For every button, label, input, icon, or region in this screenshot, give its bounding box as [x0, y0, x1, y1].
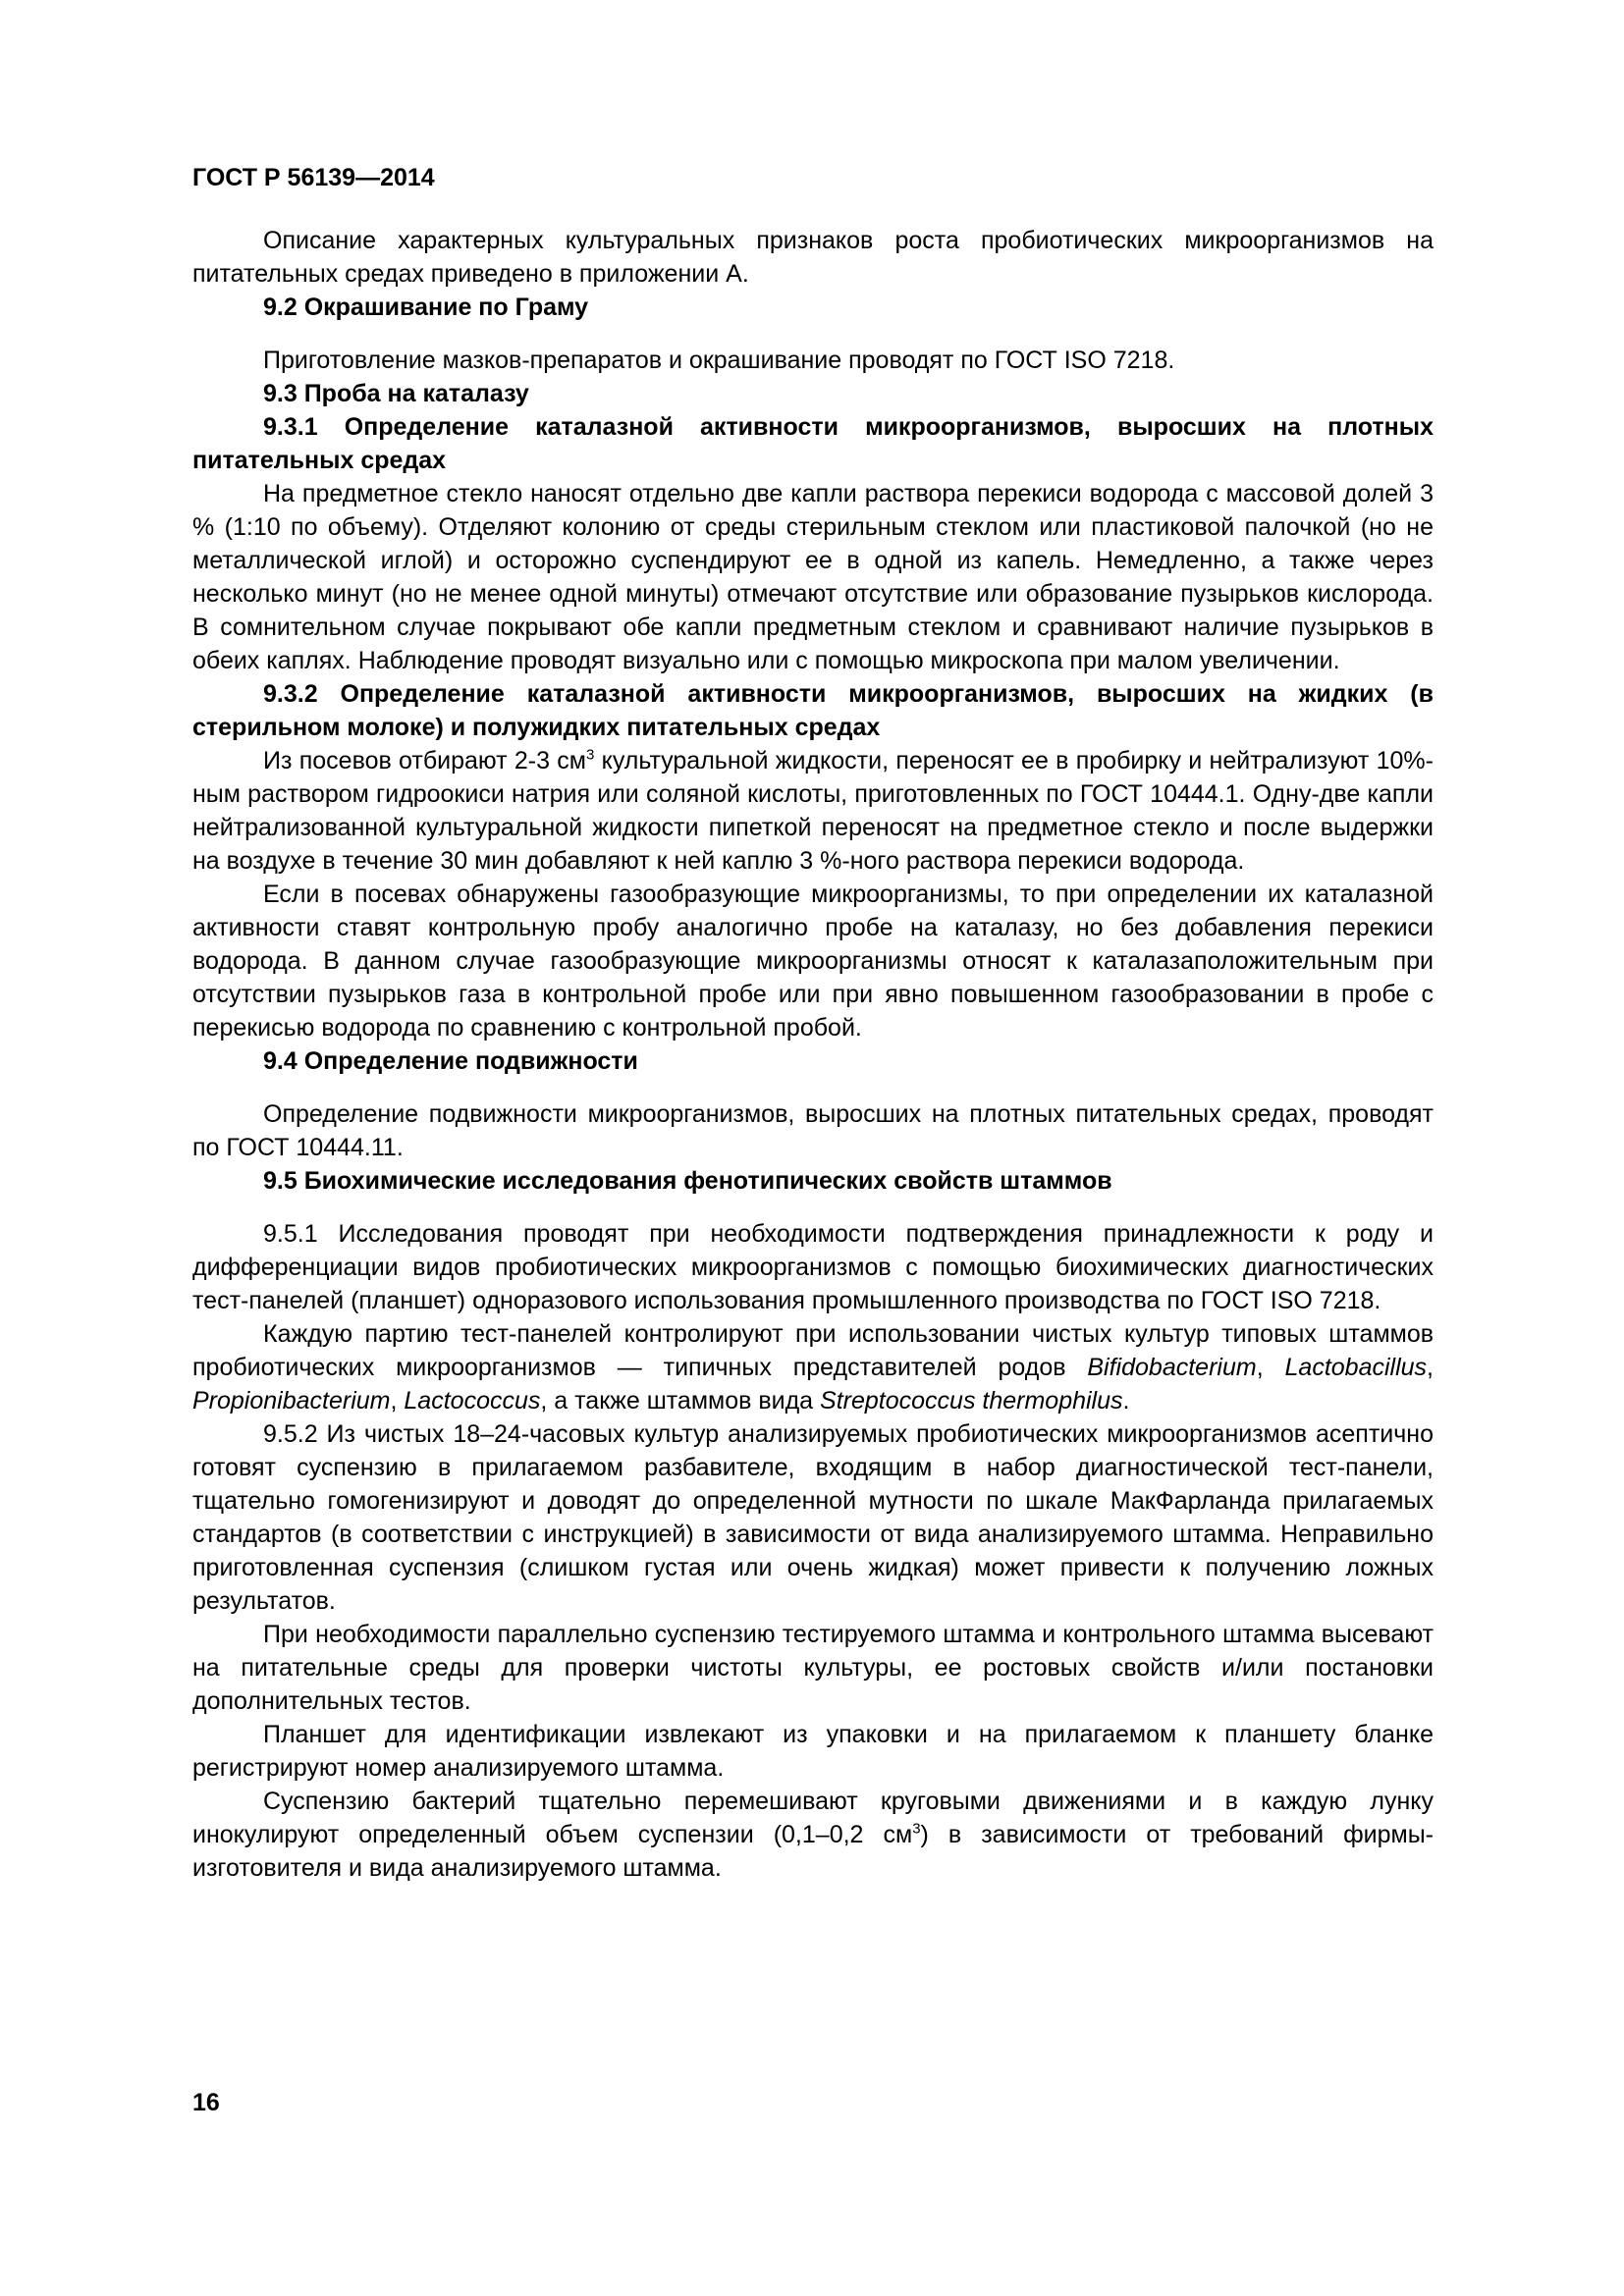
section-9-2-heading: 9.2 Окрашивание по Граму	[263, 294, 589, 321]
italic-term: Bifidobacterium	[1087, 1354, 1257, 1381]
section-9-3-2-heading: 9.3.2 Определение каталазной активности микроорганизмов, выросших на жидких (в стерильном молоке) и полужидких питательных средах	[192, 680, 1434, 741]
section-9-5-2-paragraph-4	[192, 1785, 1434, 1885]
page-number: 16	[192, 2089, 220, 2116]
italic-term: Propionibacterium	[192, 1387, 391, 1415]
italic-term: Lactobacillus	[1284, 1354, 1428, 1381]
document-body	[192, 224, 1434, 1885]
section-9-3-1-paragraph: На предметное стекло наносят отдельно две капли раствора перекиси водорода с массовой долей 3 % (1:10 по объему). Отделяют колонию от среды стерильным стеклом или пластиковой палочкой (но не металлической иглой) и осторожно суспендируют ее в одной из капель. Немедленно, а также через несколько минут (но не менее одной минуты) отмечают отсутствие или образование пузырьков кислорода. В сомнительном случае покрывают обе капли предметным стеклом и сравнивают наличие пузырьков в обеих каплях. Наблюдение проводят визуально или с помощью микроскопа при малом увеличении.	[192, 480, 1434, 674]
section-9-5-2-paragraph-2: При необходимости параллельно суспензию тестируемого штамма и контрольного штамма высевают на питательные среды для проверки чистоты культуры, ее ростовых свойств и/или постановки дополнительных тестов.	[192, 1621, 1434, 1715]
section-9-3-2-paragraph-1	[192, 744, 1434, 878]
section-9-5-heading: 9.5 Биохимические исследования фенотипических свойств штаммов	[263, 1167, 1112, 1195]
document-page	[192, 0, 1434, 2296]
text-segment: Из посевов отбирают 2-3 см	[263, 747, 586, 774]
text-segment: Суспензию бактерий тщательно перемешивают круговыми движениями и в каждую лунку инокулируют определенный объем суспензии (0,1–0,2 см	[192, 1788, 1434, 1848]
text-segment: , а также штаммов вида	[540, 1387, 821, 1415]
italic-term: Lactococcus	[404, 1387, 541, 1415]
text-segment: ,	[390, 1387, 405, 1415]
superscript: 3	[912, 1820, 921, 1838]
section-9-3-2-paragraph-2: Если в посевах обнаружены газообразующие микроорганизмы, то при определении их каталазной активности ставят контрольную пробу аналогично пробе на каталазу, но без добавления перекиси водорода. В данном случае газообразующие микроорганизмы относят к каталазаположительным при отсутствии пузырьков газа в контрольной пробе или при явно повышенном газообразовании в пробе с перекисью водорода по сравнению с контрольной пробой.	[192, 881, 1434, 1041]
section-9-3-heading: 9.3 Проба на каталазу	[263, 380, 529, 407]
text-segment: .	[1122, 1387, 1130, 1415]
superscript: 3	[585, 746, 595, 764]
section-9-3-1-heading: 9.3.1 Определение каталазной активности микроорганизмов, выросших на плотных питательных средах	[192, 413, 1434, 474]
section-9-5-1-paragraph: 9.5.1 Исследования проводят при необходимости подтверждения принадлежности к роду и дифференциации видов пробиотических микроорганизмов с помощью биохимических диагностических тест-панелей (планшет) одноразового использования промышленного производства по ГОСТ ISO 7218.	[192, 1220, 1434, 1314]
text-segment: ) в зависимости от требований фирмы-изготовителя и вида анализируемого штамма.	[192, 1821, 1434, 1882]
italic-term: Streptococcus thermophilus	[820, 1387, 1123, 1415]
text-segment: Каждую партию тест-панелей контролируют при использовании чистых культур типовых штаммов пробиотических микроорганизмов — типичных представителей родов	[192, 1320, 1434, 1381]
section-9-5-1-paragraph-2	[192, 1317, 1434, 1417]
section-9-4-heading: 9.4 Определение подвижности	[263, 1047, 638, 1075]
section-9-2-paragraph: Приготовление мазков-препаратов и окрашивание проводят по ГОСТ ISO 7218.	[263, 347, 1175, 374]
text-segment: культуральной жидкости, переносят ее в пробирку и нейтрализуют 10%-ным раствором гидроокиси натрия или соляной кислоты, приготовленных по ГОСТ 10444.1. Одну-две капли нейтрализованной культуральной жидкости пипеткой переносят на предметное стекло и после выдержки на воздухе в течение 30 мин добавляют к ней каплю 3 %-ного раствора перекиси водорода.	[192, 747, 1434, 875]
section-9-5-2-paragraph-3: Планшет для идентификации извлекают из упаковки и на прилагаемом к планшету бланке регистрируют номер анализируемого штамма.	[192, 1721, 1434, 1782]
document-code-header: ГОСТ Р 56139—2014	[192, 164, 435, 191]
text-segment: ,	[1256, 1354, 1285, 1381]
section-9-4-paragraph: Определение подвижности микроорганизмов, выросших на плотных питательных средах, проводят по ГОСТ 10444.11.	[192, 1100, 1434, 1161]
intro-paragraph: Описание характерных культуральных признаков роста пробиотических микроорганизмов на питательных средах приведено в приложении А.	[192, 227, 1434, 288]
section-9-5-2-paragraph: 9.5.2 Из чистых 18–24-часовых культур анализируемых пробиотических микроорганизмов асептично готовят суспензию в прилагаемом разбавителе, входящим в набор диагностической тест-панели, тщательно гомогенизируют и доводят до определенной мутности по шкале МакФарланда прилагаемых стандартов (в соответствии с инструкцией) в зависимости от вида анализируемого штамма. Неправильно приготовленная суспензия (слишком густая или очень жидкая) может привести к получению ложных результатов.	[192, 1420, 1434, 1615]
text-segment: ,	[1427, 1354, 1434, 1381]
